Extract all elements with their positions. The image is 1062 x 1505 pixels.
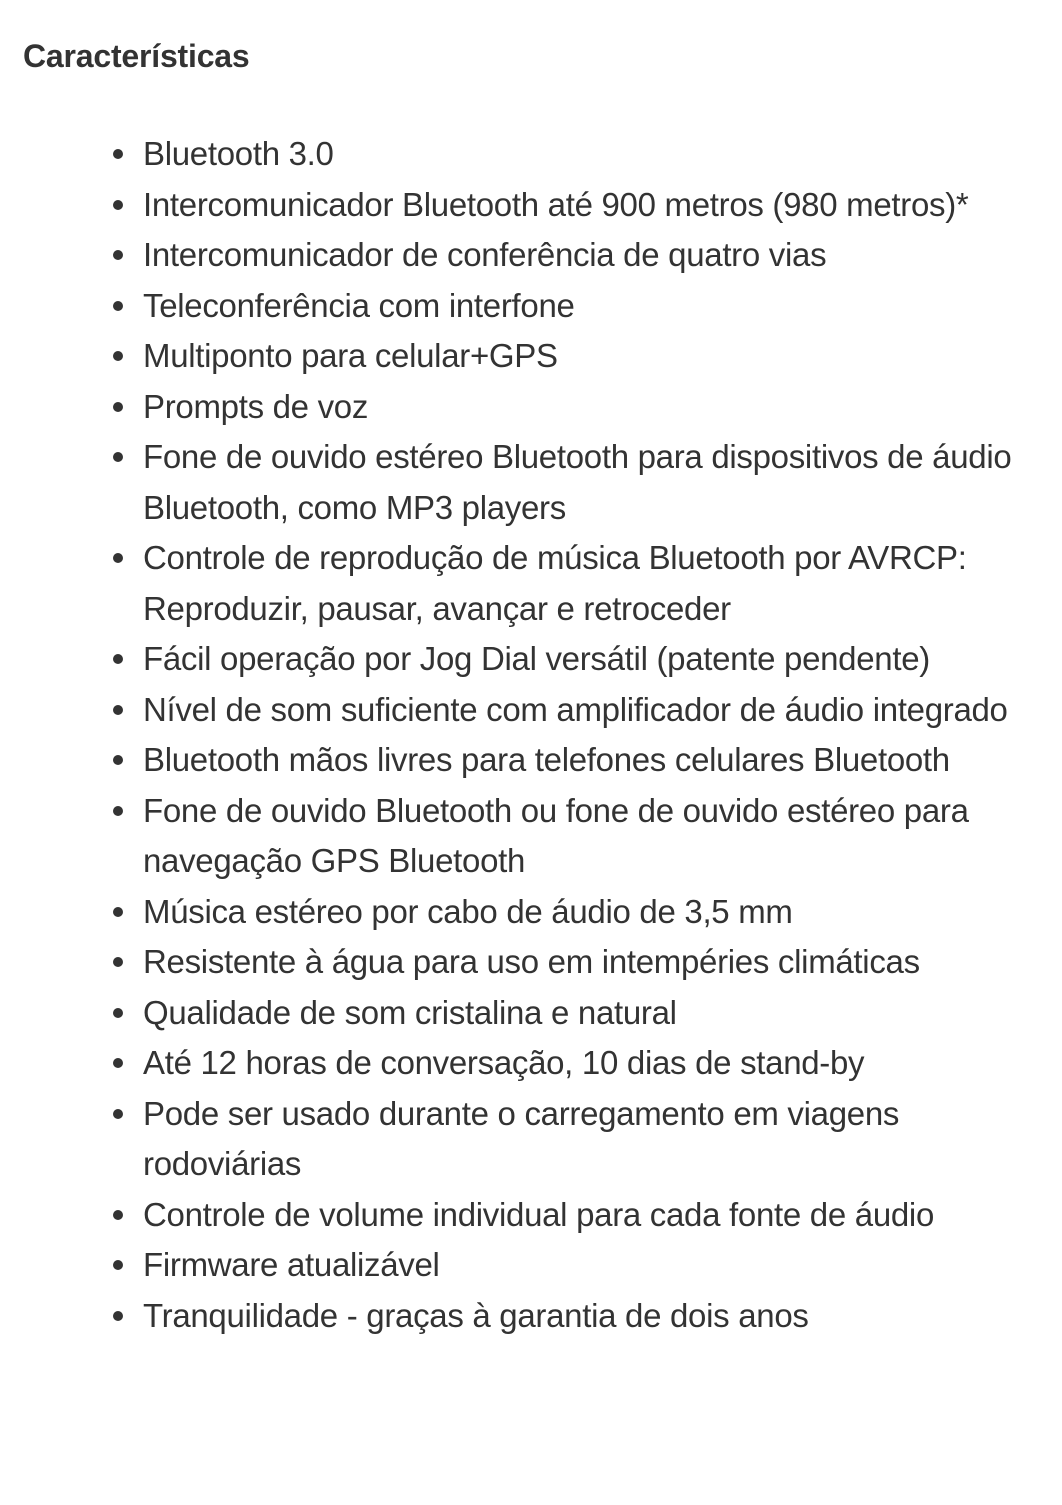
bullet-icon bbox=[113, 1311, 123, 1321]
feature-item bbox=[143, 988, 1023, 1039]
bullet-icon bbox=[113, 755, 123, 765]
bullet-icon bbox=[113, 654, 123, 664]
feature-text: Fone de ouvido estéreo Bluetooth para dispositivos de áudio Bluetooth, como MP3 players bbox=[143, 438, 1012, 526]
features-list bbox=[23, 129, 1038, 1341]
feature-item bbox=[143, 331, 1023, 382]
feature-text: Multiponto para celular+GPS bbox=[143, 337, 558, 374]
feature-item bbox=[143, 786, 1023, 887]
feature-text: Resistente à água para uso em intempéries climáticas bbox=[143, 943, 920, 980]
feature-text: Fone de ouvido Bluetooth ou fone de ouvido estéreo para navegação GPS Bluetooth bbox=[143, 791, 969, 879]
feature-item bbox=[143, 180, 1023, 231]
feature-text: Qualidade de som cristalina e natural bbox=[143, 993, 677, 1031]
feature-item bbox=[143, 1291, 1023, 1342]
bullet-icon bbox=[113, 957, 123, 967]
feature-item bbox=[143, 129, 1023, 180]
feature-item bbox=[143, 1240, 1023, 1291]
feature-item bbox=[143, 281, 1023, 332]
feature-item bbox=[143, 937, 1023, 988]
bullet-icon bbox=[113, 1210, 123, 1220]
bullet-icon bbox=[113, 351, 123, 361]
feature-item bbox=[143, 887, 1023, 938]
feature-text: Teleconferência com interfone bbox=[143, 286, 575, 324]
feature-item bbox=[143, 735, 1023, 786]
bullet-icon bbox=[113, 907, 123, 917]
bullet-icon bbox=[113, 402, 123, 412]
feature-text: Intercomunicador de conferência de quatro vias bbox=[143, 236, 827, 273]
feature-text: Até 12 horas de conversação, 10 dias de stand-by bbox=[143, 1044, 865, 1081]
feature-item bbox=[143, 634, 1023, 685]
bullet-icon bbox=[113, 200, 123, 210]
bullet-icon bbox=[113, 1260, 123, 1270]
feature-text: Nível de som suficiente com amplificador de áudio integrado bbox=[143, 690, 1008, 728]
feature-item bbox=[143, 432, 1023, 533]
feature-item bbox=[143, 1089, 1023, 1190]
bullet-icon bbox=[113, 705, 123, 715]
feature-text: Pode ser usado durante o carregamento em viagens rodoviárias bbox=[143, 1094, 900, 1182]
feature-item bbox=[143, 685, 1023, 736]
feature-text: Firmware atualizável bbox=[143, 1246, 440, 1283]
feature-text: Tranquilidade - graças à garantia de dois anos bbox=[143, 1296, 809, 1334]
feature-item bbox=[143, 533, 1023, 634]
bullet-icon bbox=[113, 1058, 123, 1068]
feature-text: Prompts de voz bbox=[143, 387, 369, 425]
bullet-icon bbox=[113, 250, 123, 260]
feature-item bbox=[143, 1038, 1023, 1089]
feature-item bbox=[143, 382, 1023, 433]
feature-text: Fácil operação por Jog Dial versátil (patente pendente) bbox=[143, 640, 930, 677]
bullet-icon bbox=[113, 301, 123, 311]
section-heading: Características bbox=[23, 38, 250, 74]
feature-text: Controle de volume individual para cada fonte de áudio bbox=[143, 1195, 935, 1233]
feature-item bbox=[143, 230, 1023, 281]
feature-text: Bluetooth mãos livres para telefones celulares Bluetooth bbox=[143, 741, 950, 778]
bullet-icon bbox=[113, 1109, 123, 1119]
feature-text: Controle de reprodução de música Bluetooth por AVRCP: Reproduzir, pausar, avançar e retroceder bbox=[143, 539, 967, 627]
bullet-icon bbox=[113, 452, 123, 462]
bullet-icon bbox=[113, 1008, 123, 1018]
bullet-icon bbox=[113, 149, 123, 159]
feature-item bbox=[143, 1190, 1023, 1241]
feature-text: Música estéreo por cabo de áudio de 3,5 mm bbox=[143, 892, 793, 930]
bullet-icon bbox=[113, 806, 123, 816]
feature-text: Bluetooth 3.0 bbox=[143, 135, 334, 172]
bullet-icon bbox=[113, 553, 123, 563]
feature-text: Intercomunicador Bluetooth até 900 metros (980 metros)* bbox=[143, 185, 969, 223]
